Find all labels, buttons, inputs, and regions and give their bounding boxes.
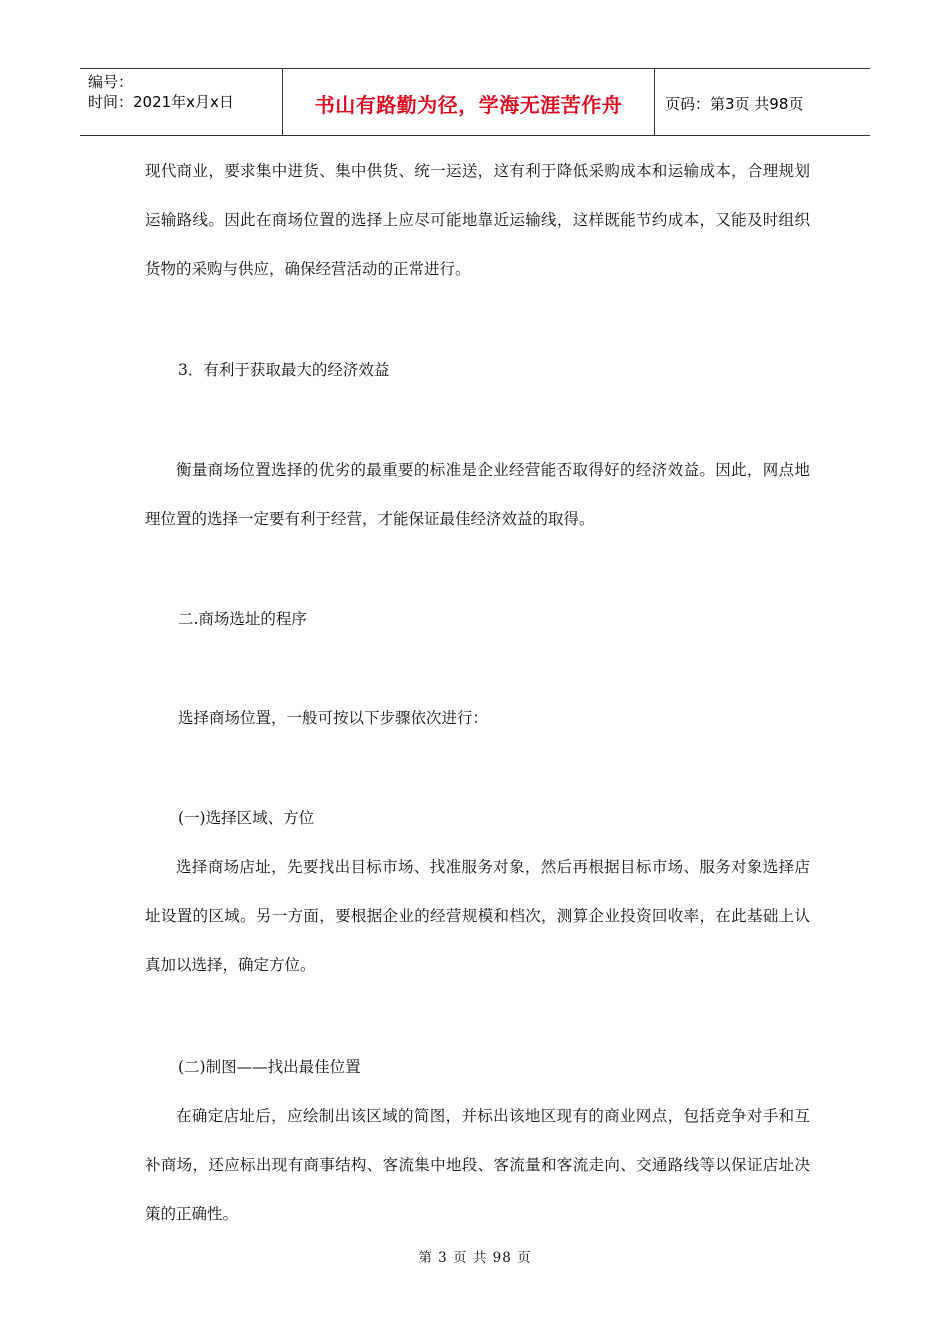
header-page-info: 页码：第3页 共98页	[665, 95, 804, 113]
subheading-mapping: (二)制图——找出最佳位置	[178, 1058, 361, 1076]
document-header	[80, 68, 870, 136]
footer-page-number: 第 3 页 共 98 页	[418, 1250, 532, 1266]
subheading-region: (一)选择区域、方位	[178, 809, 315, 827]
page-footer	[0, 1246, 950, 1266]
paragraph-steps-intro: 选择商场位置，一般可按以下步骤依次进行：	[178, 709, 489, 727]
paragraph-region: 选择商场店址，先要找出目标市场、找准服务对象，然后再根据目标市场、服务对象选择店址设置的区域。另一方面，要根据企业的经营规模和档次，测算企业投资回收率，在此基础上认真加以选择，确定方位。	[145, 858, 810, 974]
header-meta	[80, 69, 282, 135]
paragraph-mapping: 在确定店址后，应绘制出该区域的简图，并标出该地区现有的商业网点，包括竞争对手和互补商场，还应标出现有商事结构、客流集中地段、客流量和客流走向、交通路线等以保证店址决策的正确性。	[145, 1107, 810, 1223]
paragraph-economic-benefit: 衡量商场位置选择的优劣的最重要的标准是企业经营能否取得好的经济效益。因此，网点地理位置的选择一定要有利于经营，才能保证最佳经济效益的取得。	[145, 461, 810, 528]
number-label: 编号：	[88, 73, 134, 91]
section-heading-procedure: 二.商场选址的程序	[178, 610, 307, 628]
heading-economic-benefit: 3．有利于获取最大的经济效益	[178, 361, 390, 379]
paragraph-transport: 现代商业，要求集中进货、集中供货、统一运送，这有利于降低采购成本和运输成本，合理规划运输路线。因此在商场位置的选择上应尽可能地靠近运输线，这样既能节约成本，又能及时组织货物的采购与供应，确保经营活动的正常进行。	[145, 162, 810, 278]
date-label: 时间：2021年x月x日	[88, 93, 234, 111]
header-motto: 书山有路勤为径，学海无涯苦作舟	[282, 69, 655, 135]
